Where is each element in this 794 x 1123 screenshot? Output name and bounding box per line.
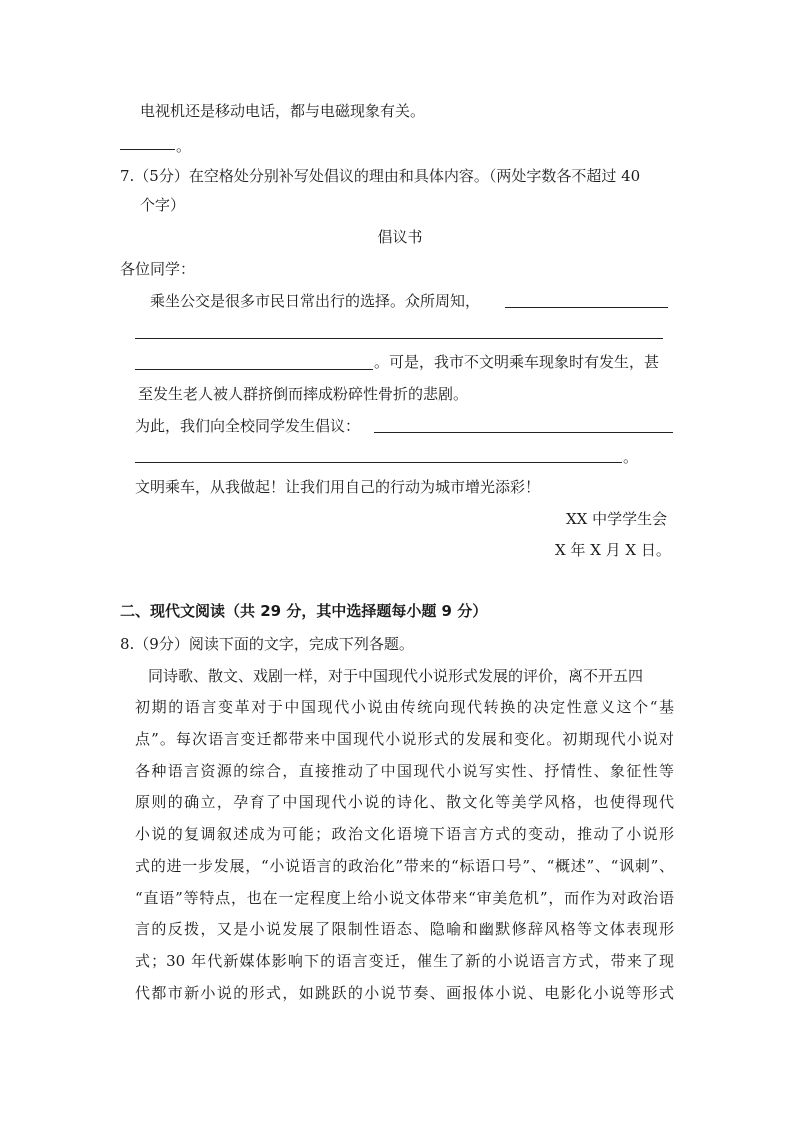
- blank-period: 。: [176, 137, 192, 155]
- passage-line: 点”。每次语言变迁都带来中国现代小说形式的发展和变化。初期现代小说对: [135, 730, 674, 748]
- answer-blank[interactable]: [120, 149, 175, 150]
- letter-p1-start: 乘坐公交是很多市民日常出行的选择。众所周知，: [150, 292, 481, 310]
- letter-p2-start: 为此，我们向全校同学发生倡议：: [135, 417, 361, 435]
- letter-p1-last: 至发生老人被人群挤倒而摔成粉碎性骨折的悲剧。: [138, 385, 469, 403]
- passage-line: 小说的复调叙述成为可能；政治文化语境下语言方式的变动，推动了小说形: [135, 825, 674, 843]
- reason-blank-3[interactable]: [135, 369, 373, 370]
- passage-line: 式；30 年代新媒体影响下的语言变迁，催生了新的小说语言方式，带来了现: [135, 952, 674, 970]
- reason-blank-1[interactable]: [505, 307, 668, 308]
- passage-line: 式的进一步发展，“小说语言的政治化”带来的“标语口号”、“概述”、“讽刺”、: [135, 857, 674, 875]
- passage-line: 原则的确立，孕育了中国现代小说的诗化、散文化等美学风格，也使得现代: [135, 793, 674, 811]
- letter-salutation: 各位同学：: [120, 260, 196, 278]
- letter-date: X 年 X 月 X 日。: [555, 541, 671, 559]
- q7-stem-line1: 7.（5分）在空格处分别补写处倡议的理由和具体内容。（两处字数各不超过 40: [120, 167, 641, 185]
- letter-signature: XX 中学学生会: [566, 510, 668, 528]
- passage-line: 同诗歌、散文、戏剧一样，对于中国现代小说形式发展的评价，离不开五四: [148, 667, 644, 685]
- q7-stem-line2: 个字）: [140, 196, 186, 214]
- passage-line: 代都市新小说的形式，如跳跃的小说节奏、画报体小说、电影化小说等形式: [135, 984, 674, 1002]
- reason-blank-2[interactable]: [135, 338, 663, 339]
- letter-p2-end: 。: [623, 448, 639, 466]
- letter-closing: 文明乘车，从我做起！让我们用自己的行动为城市增光添彩！: [135, 478, 541, 496]
- continuation-line: 电视机还是移动电话，都与电磁现象有关。: [140, 102, 426, 120]
- letter-p1-after-blank: 。可是，我市不文明乘车现象时有发生，甚: [374, 353, 660, 371]
- q8-stem: 8.（9分）阅读下面的文字，完成下列各题。: [120, 635, 414, 653]
- passage-line: 初期的语言变革对于中国现代小说由传统向现代转换的决定性意义这个“基: [135, 698, 674, 716]
- section-heading: 二、现代文阅读（共 29 分，其中选择题每小题 9 分）: [120, 602, 488, 620]
- letter-title: 倡议书: [377, 228, 423, 246]
- content-blank-2[interactable]: [135, 462, 622, 463]
- passage-line: 言的反拨，又是小说发展了限制性语态、隐喻和幽默修辞风格等文体表现形: [135, 920, 674, 938]
- passage-line: “直语”等特点，也在一定程度上给小说文体带来“审美危机”，而作为对政治语: [135, 889, 674, 907]
- content-blank-1[interactable]: [374, 432, 673, 433]
- passage-line: 各种语言资源的综合，直接推动了中国现代小说写实性、抒情性、象征性等: [135, 762, 674, 780]
